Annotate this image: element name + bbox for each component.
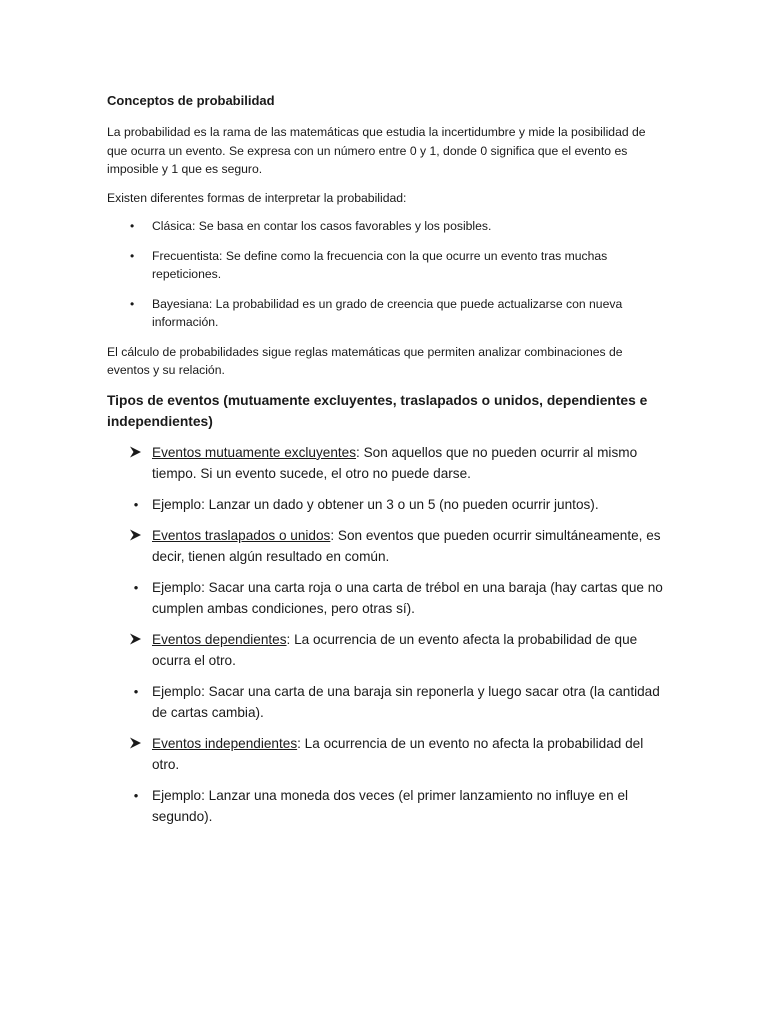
interpretation-text: Frecuentista: Se define como la frecuencia con la que ocurre un evento tras muchas repeticiones.: [152, 248, 608, 281]
event-term: Eventos independientes: [152, 735, 298, 751]
bullet-dot-icon: •: [130, 296, 135, 311]
interpretation-text: Clásica: Se basa en contar los casos favorables y los posibles.: [152, 219, 492, 233]
bullet-dot-icon: •: [130, 248, 135, 263]
example-text: Ejemplo: Lanzar un dado y obtener un 3 o un 5 (no pueden ocurrir juntos).: [152, 496, 599, 512]
interpretations-list: [107, 217, 668, 332]
list-item: [107, 247, 668, 284]
event-types-list: [107, 442, 668, 827]
bullet-dot-icon: •: [133, 683, 139, 699]
intro-paragraph: La probabilidad es la rama de las matemáticas que estudia la incertidumbre y mide la posibilidad de que ocurra un evento. Se expresa con un número entre 0 y 1, donde 0 significa que el evento es imposible y 1 que es seguro.: [107, 125, 646, 176]
event-definition: : Son aquellos que no pueden ocurrir al mismo tiempo. Si un evento sucede, el otro no puede darse.: [152, 444, 638, 481]
event-definition: : La ocurrencia de un evento no afecta la probabilidad del otro.: [152, 735, 644, 772]
list-item: [107, 295, 668, 332]
event-type-item: [107, 525, 668, 567]
example-text: Ejemplo: Sacar una carta roja o una carta de trébol en una baraja (hay cartas que no cumplen ambas condiciones, pero otras sí).: [152, 579, 663, 616]
example-item: [107, 785, 668, 827]
bullet-dot-icon: •: [133, 496, 139, 512]
calc-paragraph: El cálculo de probabilidades sigue reglas matemáticas que permiten analizar combinaciones de eventos y su relación.: [107, 344, 623, 377]
interpretations-lead: Existen diferentes formas de interpretar la probabilidad:: [107, 190, 407, 205]
event-definition: : Son eventos que pueden ocurrir simultáneamente, es decir, tienen algún resultado en común.: [152, 527, 661, 564]
list-item: [107, 217, 668, 236]
bullet-dot-icon: •: [130, 219, 135, 233]
section-heading: Tipos de eventos (mutuamente excluyentes, traslapados o unidos, dependientes e independientes): [107, 392, 648, 429]
event-type-item: [107, 442, 668, 484]
example-item: [107, 681, 668, 723]
example-item: [107, 577, 668, 619]
event-type-item: [107, 733, 668, 775]
event-term: Eventos dependientes: [152, 631, 287, 647]
page-title: Conceptos de probabilidad: [107, 93, 275, 108]
bullet-dot-icon: •: [133, 787, 139, 803]
event-definition: : La ocurrencia de un evento afecta la probabilidad de que ocurra el otro.: [152, 631, 638, 668]
example-text: Ejemplo: Sacar una carta de una baraja sin reponerla y luego sacar otra (la cantidad de cartas cambia).: [152, 683, 660, 720]
event-term: Eventos mutuamente excluyentes: [152, 444, 357, 460]
interpretation-text: Bayesiana: La probabilidad es un grado de creencia que puede actualizarse con nueva información.: [152, 296, 623, 329]
example-item: [107, 494, 668, 515]
event-type-item: [107, 629, 668, 671]
example-text: Ejemplo: Lanzar una moneda dos veces (el primer lanzamiento no influye en el segundo).: [152, 787, 629, 824]
event-term: Eventos traslapados o unidos: [152, 527, 331, 543]
bullet-dot-icon: •: [133, 579, 139, 595]
